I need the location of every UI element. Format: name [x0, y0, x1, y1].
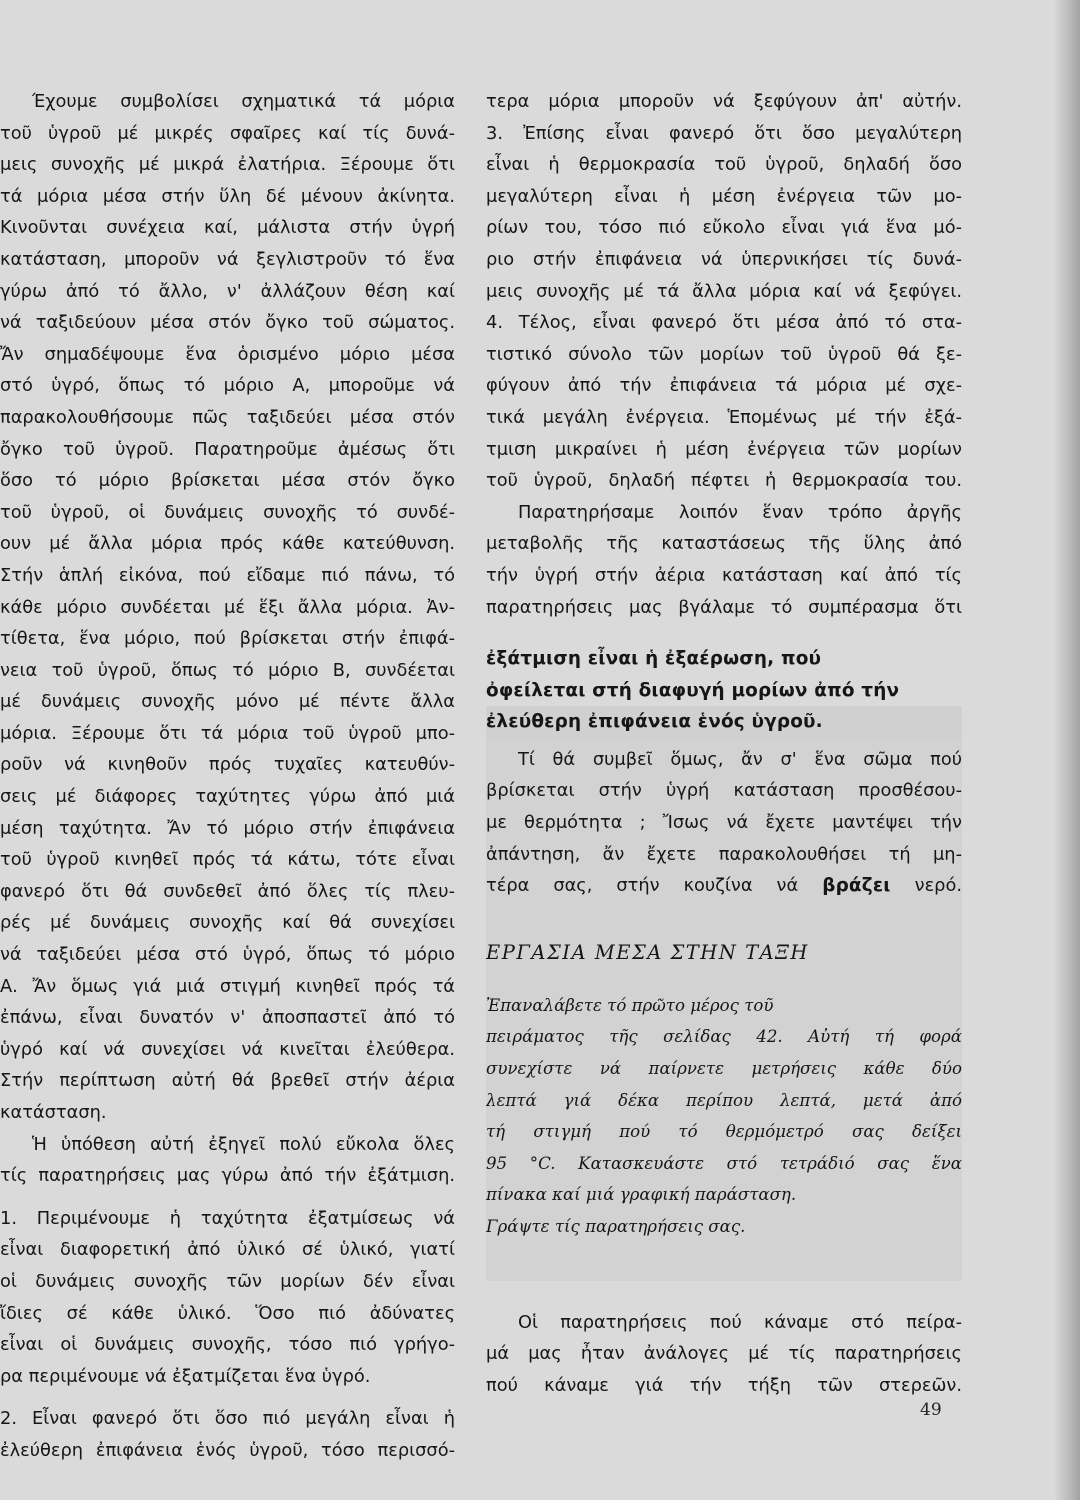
text-line: 4. Τέλος, εἶναι φανερό ὅτι μέσα ἀπό τό στα-: [486, 312, 962, 334]
definition-line: ὀφείλεται στή διαφυγή μορίων ἀπό τήν: [486, 679, 900, 701]
exercise-box: [486, 906, 962, 1281]
definition-line: ἐλεύθερη ἐπιφάνεια ἑνός ὑγροῦ.: [486, 706, 962, 738]
text-line: μεταβολῆς τῆς καταστάσεως τῆς ὕλης ἀπό: [486, 533, 962, 555]
text-line: τμιση μικραίνει ἡ μέση ἐνέργεια τῶν μορίων: [486, 438, 962, 460]
text-line: Ἡ ὑπόθεση αὐτή ἐξηγεῖ πολύ εὔκολα ὅλες: [32, 1133, 455, 1155]
text-line: Έχουμε συμβολίσει σχηματικά τά μόρια: [32, 91, 455, 112]
text-line: ἐλεύθερη ἐπιφάνεια ἑνός ὑγροῦ, τόσο περισσό-: [0, 1439, 455, 1461]
text-line: 2. Εἶναι φανερό ὅτι ὅσο πιό μεγάλη εἶναι ἡ: [0, 1408, 455, 1430]
page-number: 49: [920, 1400, 942, 1420]
text-line: παρακολουθήσουμε πῶς ταξιδεύει μέσα στόν: [0, 406, 455, 428]
exercise-line: πίνακα καί μιά γραφική παράσταση.: [486, 1185, 797, 1205]
text-line: ὑγρό καί νά συνεχίσει νά κινεῖται ἐλεύθερα.: [0, 1038, 455, 1060]
text-line: Α. Ἄν ὅμως γιά μιά στιγμή κινηθεῖ πρός τά: [0, 975, 455, 997]
text-line: κάθε μόριο συνδέεται μέ ἕξι ἄλλα μόρια. Ἀν-: [0, 596, 455, 618]
text-line: Τί θά συμβεῖ ὅμως, ἄν σ' ἕνα σῶμα πού: [518, 748, 962, 770]
text-line: ροῦν νά κινηθοῦν πρός τυχαῖες κατευθύν-: [0, 754, 455, 776]
text-line: 1. Περιμένουμε ἡ ταχύτητα ἐξατμίσεως νά: [0, 1207, 455, 1229]
exercise-line: λεπτά γιά δέκα περίπου λεπτά, μετά ἀπό: [486, 1090, 962, 1110]
text-line: ἐπάνω, εἶναι δυνατόν ν' ἀποσπαστεῖ ἀπό τό: [0, 1007, 455, 1029]
page-edge-shadow: [1054, 0, 1080, 1500]
text-run: νερό.: [890, 875, 962, 897]
text-line: εἶναι διαφορετική ἀπό ὑλικό σέ ὑλικό, γιατί: [0, 1239, 455, 1261]
text-line: εἶναι οἱ δυνάμεις συνοχῆς, τόσο πιό γρήγο-: [0, 1334, 455, 1356]
text-line: βρίσκεται στήν ὑγρή κατάσταση προσθέσου-: [486, 780, 962, 802]
text-line: μά μας ἦταν ἀνάλογες μέ τίς παρατηρήσεις: [486, 1343, 962, 1365]
text-line: νά ταξιδεύει μέσα στό ὑγρό, ὅπως τό μόριο: [0, 944, 455, 966]
spacer: [486, 1281, 962, 1307]
text-line: μέση ταχύτητα. Ἄν τό μόριο στήν ἐπιφάνεια: [0, 817, 455, 839]
text-line: Οἱ παρατηρήσεις πού κάναμε στό πείρα-: [518, 1311, 962, 1333]
exercise-line: 95 °C. Κατασκευάστε στό τετράδιό σας ἕνα: [486, 1153, 962, 1173]
text-line: τοῦ ὑγροῦ μέ μικρές σφαῖρες καί τίς δυνά-: [0, 122, 455, 144]
text-line: Παρατηρήσαμε λοιπόν ἕναν τρόπο ἀργῆς: [518, 501, 962, 523]
text-line: ρίων του, τόσο πιό εὔκολο εἶναι γιά ἕνα μό-: [486, 217, 962, 239]
exercise-line: Γράψτε τίς παρατηρήσεις σας.: [486, 1217, 746, 1236]
text-line: με θερμότητα ; Ἴσως νά ἔχετε μαντέψει τήν: [486, 812, 962, 834]
text-line: ριο στήν ἐπιφάνεια νά ὑπερνικήσει τίς δυνά-: [486, 248, 962, 270]
text-line: ὄγκο τοῦ ὑγροῦ. Παρατηροῦμε ἀμέσως ὅτι: [0, 438, 455, 460]
text-line: τοῦ ὑγροῦ, οἱ δυνάμεις συνοχῆς τό συνδέ-: [0, 501, 455, 523]
text-line: ἀπάντηση, ἄν ἔχετε παρακολουθήσει τή μη-: [486, 843, 962, 865]
text-line: στό ὑγρό, ὅπως τό μόριο Α, μποροῦμε νά: [0, 375, 455, 397]
paragraph-gap: [486, 623, 962, 643]
text-line: σεις μέ διάφορες ταχύτητες γύρω ἀπό μιά: [0, 786, 455, 808]
text-line: Κινοῦνται συνέχεια καί, μάλιστα στήν ὑγρή: [0, 217, 455, 239]
text-line: Στήν περίπτωση αὐτή θά βρεθεῖ στήν ἀέρια: [0, 1070, 455, 1092]
left-column: [0, 86, 455, 1467]
text-line: ὅσο τό μόριο βρίσκεται μέσα στόν ὄγκο: [0, 470, 455, 492]
paragraph-gap: [0, 1392, 455, 1403]
text-line: μεγαλύτερη εἶναι ἡ μέση ἐνέργεια τῶν μο-: [486, 185, 962, 207]
text-line: τά μόρια μέσα στήν ὕλη δέ μένουν ἀκίνητα.: [0, 185, 455, 207]
text-line: φύγουν ἀπό τήν ἐπιφάνεια τά μόρια μέ σχε-: [486, 375, 962, 397]
text-line: τοῦ ὑγροῦ κινηθεῖ πρός τά κάτω, τότε εἶναι: [0, 849, 455, 871]
text-line: τίθετα, ἕνα μόριο, πού βρίσκεται στήν ἐπιφά-: [0, 628, 455, 650]
spacer: [486, 912, 962, 934]
text-line: μεις συνοχῆς μέ τά ἄλλα μόρια καί νά ξεφύγει.: [486, 280, 962, 302]
text-line: ουν μέ ἄλλα μόρια πρός κάθε κατεύθυνση.: [0, 533, 455, 555]
text-line: εἶναι ἡ θερμοκρασία τοῦ ὑγροῦ, δηλαδή ὅσο: [486, 154, 962, 176]
text-run: τέρα σας, στήν κουζίνα νά: [486, 875, 823, 897]
definition-line: ἐξάτμιση εἶναι ἡ ἐξαέρωση, πού: [486, 648, 822, 670]
text-line: τοῦ ὑγροῦ, δηλαδή πέφτει ἡ θερμοκρασία του.: [486, 470, 962, 492]
spacer: [486, 972, 962, 990]
exercise-line: τή στιγμή πού τό θερμόμετρό σας δείξει: [486, 1122, 962, 1142]
spacer: [486, 1243, 962, 1277]
text-line: ρα περιμένουμε νά ἐξατμίζεται ἕνα ὑγρό.: [0, 1365, 371, 1387]
exercise-line: Ἐπαναλάβετε τό πρῶτο μέρος τοῦ: [486, 995, 774, 1015]
bold-word: βράζει: [822, 875, 891, 897]
text-line: νά ταξιδεύουν μέσα στόν ὄγκο τοῦ σώματος.: [0, 312, 455, 334]
text-line-mixed: [486, 870, 962, 902]
text-line: τήν ὑγρή στήν ἀέρια κατάσταση καί ἀπό τίς: [486, 564, 962, 586]
text-line: 3. Ἐπίσης εἶναι φανερό ὅτι ὅσο μεγαλύτερη: [486, 122, 962, 144]
exercise-line: πειράματος τῆς σελίδας 42. Αὐτή τή φορά: [486, 1027, 962, 1047]
text-line: γύρω ἀπό τό ἄλλο, ν' ἀλλάζουν θέση καί: [0, 280, 455, 302]
text-line: φανερό ὅτι θά συνδεθεῖ ἀπό ὅλες τίς πλευ-: [0, 880, 455, 902]
text-line: τιστικό σύνολο τῶν μορίων τοῦ ὑγροῦ θά ξε-: [486, 343, 962, 365]
text-line: τικά μεγάλη ἐνέργεια. Ἑπομένως μέ τήν ἐξά-: [486, 406, 962, 428]
text-line: ἴδιες σέ κάθε ὑλικό. Ὅσο πιό ἀδύνατες: [0, 1302, 455, 1324]
right-column: [486, 86, 962, 1401]
text-line: κατάσταση.: [0, 1102, 107, 1123]
text-line: μεις συνοχῆς μέ μικρά ἐλατήρια. Ξέρουμε ὅτι: [0, 154, 455, 176]
text-line: οἱ δυνάμεις συνοχῆς τῶν μορίων δέν εἶναι: [0, 1270, 455, 1292]
text-line: Ἄν σημαδέψουμε ἕνα ὁρισμένο μόριο μέσα: [0, 343, 455, 365]
exercise-line: συνεχίστε νά παίρνετε μετρήσεις κάθε δύο: [486, 1059, 962, 1079]
paragraph-gap: [0, 1192, 455, 1203]
text-line: παρατηρήσεις μας βγάλαμε τό συμπέρασμα ὅτι: [486, 596, 962, 618]
text-line: κατάσταση, μποροῦν νά ξεγλιστροῦν τό ἕνα: [0, 248, 455, 270]
text-line: πού κάναμε γιά τήν τήξη τῶν στερεῶν.: [486, 1374, 962, 1396]
text-line: τίς παρατηρήσεις μας γύρω ἀπό τήν ἐξάτμιση.: [0, 1165, 455, 1187]
text-line: τερα μόρια μποροῦν νά ξεφύγουν ἀπ' αὐτήν.: [486, 91, 962, 112]
question-box: [486, 738, 962, 906]
text-line: Στήν ἁπλή εἰκόνα, πού εἴδαμε πιό πάνω, τό: [0, 564, 455, 586]
text-line: μέ δυνάμεις συνοχῆς μόνο μέ πέντε ἄλλα: [0, 691, 455, 713]
text-line: νεια τοῦ ὑγροῦ, ὅπως τό μόριο Β, συνδέεται: [0, 659, 455, 681]
exercise-heading: ΕΡΓΑΣΙΑ ΜΕΣΑ ΣΤΗΝ ΤΑΞΗ: [486, 940, 809, 964]
text-line: μόρια. Ξέρουμε ὅτι τά μόρια τοῦ ὑγροῦ μπο-: [0, 722, 455, 744]
text-line: ρές μέ δυνάμεις συνοχῆς καί θά συνεχίσει: [0, 912, 455, 934]
